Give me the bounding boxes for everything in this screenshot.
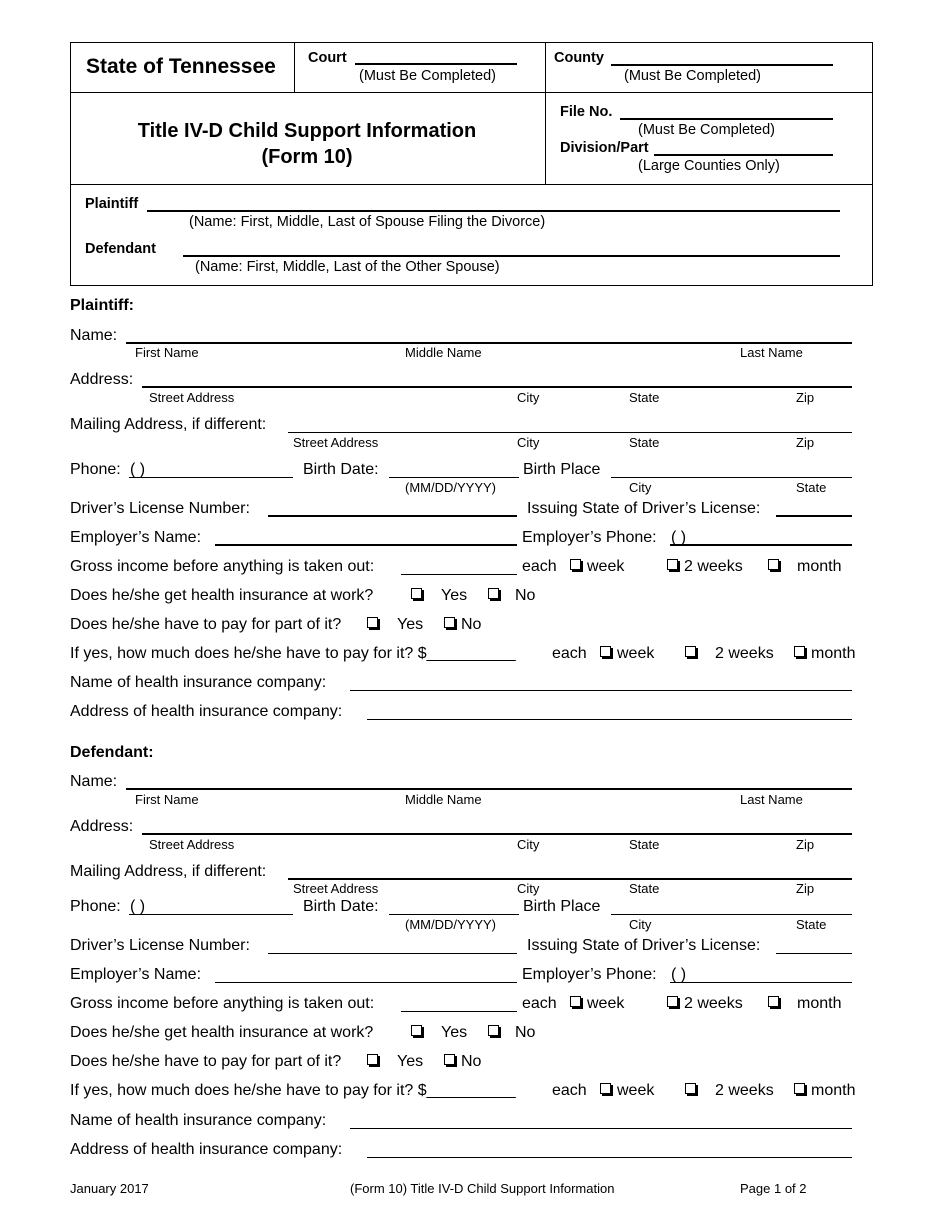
zip-caption: Zip [796,390,815,405]
street-caption: Street Address [149,390,235,405]
mailing-street-caption: Street Address [293,435,379,450]
birth-date-label: Birth Date: [303,461,379,478]
health-ins-question: Does he/she get health insurance at work? [70,1024,374,1041]
county-label: County [554,50,604,66]
state-title: State of Tennessee [86,55,276,78]
ins-company-name-label: Name of health insurance company: [70,1112,327,1129]
date-format-caption: (MM/DD/YYYY) [405,917,496,932]
address-label: Address: [70,818,134,835]
header-plaintiff-hint: (Name: First, Middle, Last of Spouse Filing the Divorce) [189,214,546,230]
cost-each-label: each [552,645,587,662]
ins-company-addr-field[interactable] [367,1157,852,1158]
middle-name-caption: Middle Name [405,792,482,807]
phone-label: Phone: [70,898,121,915]
mailing-field[interactable] [288,878,852,880]
address-field[interactable] [142,386,852,388]
first-name-caption: First Name [135,345,199,360]
employer-phone-area: ( ) [671,966,687,983]
last-name-caption: Last Name [740,345,803,360]
birth-place-field[interactable] [611,914,852,915]
pay-part-question: Does he/she have to pay for part of it? [70,616,342,633]
footer-form-title: (Form 10) Title IV-D Child Support Information [350,1181,615,1196]
footer-date: January 2017 [70,1181,149,1196]
defendant-heading: Defendant: [70,744,154,761]
cost-2weeks-checkbox[interactable]: 2 weeks [685,645,774,663]
employer-phone-label: Employer’s Phone: [522,529,657,546]
gross-income-label: Gross income before anything is taken out: [70,558,375,575]
birth-city-caption: City [629,480,652,495]
employer-phone-area: ( ) [671,529,687,546]
employer-name-label: Employer’s Name: [70,529,202,546]
mailing-street-caption: Street Address [293,881,379,896]
income-each-label: each [522,995,557,1012]
employer-name-field[interactable] [215,982,517,983]
birth-date-field[interactable] [389,914,519,915]
name-field[interactable] [126,788,852,790]
income-month-checkbox[interactable]: month [768,558,841,576]
health-ins-no-checkbox[interactable]: No [488,1024,535,1042]
birth-place-label: Birth Place [523,898,601,915]
dl-number-field[interactable] [268,953,517,954]
header-plaintiff-label: Plaintiff [85,196,139,212]
name-label: Name: [70,773,118,790]
form-title-line1: Title IV-D Child Support Information [137,120,477,142]
dl-state-field[interactable] [776,953,852,954]
cost-week-checkbox[interactable]: week [600,645,654,663]
footer-page: Page 1 of 2 [740,1181,807,1196]
pay-part-no-checkbox[interactable]: No [444,616,481,634]
middle-name-caption: Middle Name [405,345,482,360]
dl-number-label: Driver’s License Number: [70,500,250,517]
name-label: Name: [70,327,118,344]
income-2weeks-checkbox[interactable]: 2 weeks [667,558,743,576]
health-ins-yes-checkbox[interactable]: Yes [411,1024,467,1042]
state-caption: State [629,837,660,852]
checkbox-icon [600,1083,611,1094]
header-defendant-hint: (Name: First, Middle, Last of the Other Spouse) [195,259,500,275]
cost-each-label: each [552,1082,587,1099]
county-hint: (Must Be Completed) [624,68,761,84]
how-much-question[interactable]: If yes, how much does he/she have to pay for it? $__________ [70,645,516,662]
income-week-checkbox[interactable]: week [570,995,624,1013]
city-caption: City [517,390,540,405]
court-hint: (Must Be Completed) [359,68,496,84]
file-no-label: File No. [560,104,613,120]
cost-2weeks-checkbox[interactable]: 2 weeks [685,1082,774,1100]
checkbox-icon [570,996,581,1007]
defendant-section [0,447,950,1187]
income-2weeks-checkbox[interactable]: 2 weeks [667,995,743,1013]
gross-income-label: Gross income before anything is taken out: [70,995,375,1012]
mailing-field[interactable] [288,432,852,433]
birth-state-caption: State [796,917,827,932]
checkbox-icon [444,1054,455,1065]
cost-month-checkbox[interactable]: month [794,1082,855,1100]
birth-date-label: Birth Date: [303,898,379,915]
phone-label: Phone: [70,461,121,478]
income-week-checkbox[interactable]: week [570,558,624,576]
address-label: Address: [70,371,134,388]
birth-state-caption: State [796,480,827,495]
mailing-state-caption: State [629,881,660,896]
mailing-label: Mailing Address, if different: [70,416,267,433]
pay-part-yes-checkbox[interactable]: Yes [367,1053,423,1071]
last-name-caption: Last Name [740,792,803,807]
dl-state-label: Issuing State of Driver’s License: [527,500,761,517]
first-name-caption: First Name [135,792,199,807]
ins-company-name-field[interactable] [350,1128,852,1129]
division-label: Division/Part [560,140,649,156]
ins-company-addr-label: Address of health insurance company: [70,703,343,720]
file-no-hint: (Must Be Completed) [638,122,775,138]
division-hint: (Large Counties Only) [638,158,780,174]
name-field[interactable] [126,342,852,344]
zip-caption: Zip [796,837,815,852]
plaintiff-heading: Plaintiff: [70,297,134,314]
employer-name-label: Employer’s Name: [70,966,202,983]
court-label: Court [308,50,347,66]
phone-area-code: ( ) [130,898,146,915]
address-field[interactable] [142,833,852,835]
mailing-state-caption: State [629,435,660,450]
checkbox-icon [367,1054,378,1065]
ins-company-name-label: Name of health insurance company: [70,674,327,691]
employer-phone-label: Employer’s Phone: [522,966,657,983]
checkbox-icon [411,1025,422,1036]
mailing-zip-caption: Zip [796,881,815,896]
state-caption: State [629,390,660,405]
mailing-city-caption: City [517,881,540,896]
pay-part-question: Does he/she have to pay for part of it? [70,1053,342,1070]
mailing-label: Mailing Address, if different: [70,863,267,880]
city-caption: City [517,837,540,852]
gross-income-field[interactable] [401,1011,517,1012]
employer-phone-field[interactable] [670,982,852,983]
birth-city-caption: City [629,917,652,932]
date-format-caption: (MM/DD/YYYY) [405,480,496,495]
health-ins-question: Does he/she get health insurance at work? [70,587,374,604]
phone-area-code: ( ) [130,461,146,478]
checkbox-icon [488,1025,499,1036]
how-much-question[interactable]: If yes, how much does he/she have to pay for it? $__________ [70,1082,516,1099]
dl-state-label: Issuing State of Driver’s License: [527,937,761,954]
cost-month-checkbox[interactable]: month [794,645,855,663]
income-month-checkbox[interactable]: month [768,995,841,1013]
health-ins-yes-checkbox[interactable]: Yes [411,587,467,605]
pay-part-yes-checkbox[interactable]: Yes [367,616,423,634]
mailing-city-caption: City [517,435,540,450]
cost-week-checkbox[interactable]: week [600,1082,654,1100]
dl-number-label: Driver’s License Number: [70,937,250,954]
birth-place-label: Birth Place [523,461,601,478]
checkbox-icon [685,1083,696,1094]
checkbox-icon [794,1083,805,1094]
form-title-line2: (Form 10) [261,146,353,168]
header-defendant-label: Defendant [85,241,156,257]
street-caption: Street Address [149,837,235,852]
phone-field[interactable] [129,914,293,915]
checkbox-icon [667,996,678,1007]
health-ins-no-checkbox[interactable]: No [488,587,535,605]
pay-part-no-checkbox[interactable]: No [444,1053,481,1071]
checkbox-icon [768,996,779,1007]
income-each-label: each [522,558,557,575]
mailing-zip-caption: Zip [796,435,815,450]
ins-company-addr-label: Address of health insurance company: [70,1141,343,1158]
